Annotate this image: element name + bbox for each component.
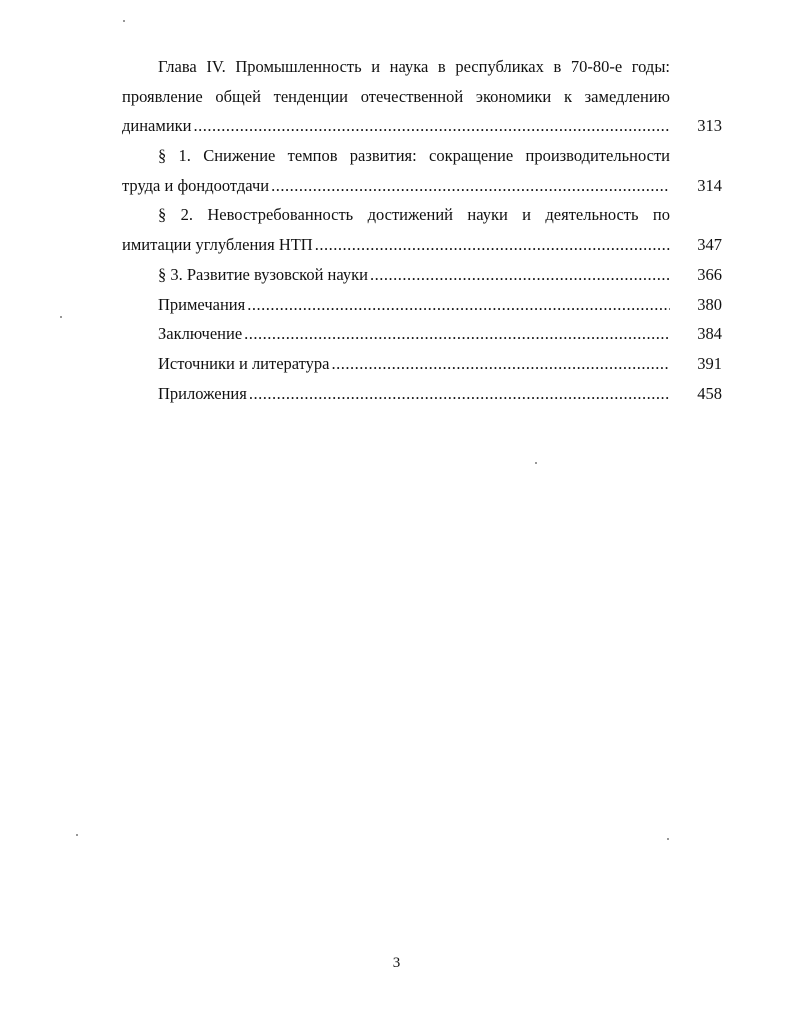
toc-entry-text-line: § 1. Снижение темпов развития: сокращение производительности <box>158 146 670 166</box>
toc-entry-leader-line <box>122 290 670 320</box>
toc-entry-text-line: Глава IV. Промышленность и наука в республиках в 70-80-е годы: <box>158 57 670 76</box>
dot-leader <box>271 171 670 201</box>
scan-speck <box>60 316 62 318</box>
toc-entry-text-line: Источники и литература <box>158 353 330 373</box>
toc-entry-leader-line <box>122 319 670 349</box>
toc-entry-leader-line <box>122 171 670 201</box>
page-number: 3 <box>392 955 401 971</box>
toc-page-number: 314 <box>697 175 722 195</box>
toc-entry-sources <box>122 349 722 379</box>
toc-page-number: 347 <box>697 235 722 255</box>
toc-entry-leader-line <box>122 111 670 141</box>
toc-entry-section-2 <box>122 200 722 259</box>
toc-entry-text-line: Приложения <box>158 383 247 403</box>
toc-entry-text-line: Заключение <box>158 324 243 344</box>
dot-leader <box>244 319 670 349</box>
dot-leader <box>194 111 671 141</box>
toc-entry-text-line: имитации углубления НТП <box>122 235 313 255</box>
toc-entry-notes <box>122 290 722 320</box>
toc-entry-section-1 <box>122 141 722 200</box>
toc-entry-text-line: труда и фондоотдачи <box>122 175 270 195</box>
toc-page-number: 313 <box>697 116 722 136</box>
dot-leader <box>249 379 670 409</box>
toc-entry-text-line: проявление общей тенденции отечественной экономики к замедлению <box>122 86 670 106</box>
toc-entry-leader-line <box>122 379 670 409</box>
toc-entry-text-line: Примечания <box>158 294 246 314</box>
scan-speck <box>535 462 537 464</box>
dot-leader <box>315 230 670 260</box>
toc-entry-conclusion <box>122 319 722 349</box>
toc-entry-text-line: § 2. Невостребованность достижений науки и деятельность по <box>158 205 670 225</box>
dot-leader <box>332 349 670 379</box>
toc-page-number: 458 <box>697 383 722 403</box>
toc-page-number: 384 <box>697 324 722 344</box>
toc-entry-text-line: динамики <box>122 116 192 136</box>
toc-entry-text-line: § 3. Развитие вузовской науки <box>158 264 368 284</box>
toc-page-number: 380 <box>697 294 722 314</box>
dot-leader <box>370 260 670 290</box>
dot-leader <box>247 290 670 320</box>
toc-page-number: 391 <box>697 353 722 373</box>
table-of-contents <box>122 52 722 408</box>
toc-page-number: 366 <box>697 264 722 284</box>
toc-entry-leader-line <box>122 349 670 379</box>
toc-entry-leader-line <box>122 260 670 290</box>
scan-speck <box>76 834 78 836</box>
scan-speck <box>123 20 125 22</box>
toc-entry-section-3 <box>122 260 722 290</box>
toc-entry-leader-line <box>122 230 670 260</box>
toc-entry-chapter-4 <box>122 52 722 141</box>
scan-speck <box>667 838 669 840</box>
toc-entry-appendices <box>122 379 722 409</box>
